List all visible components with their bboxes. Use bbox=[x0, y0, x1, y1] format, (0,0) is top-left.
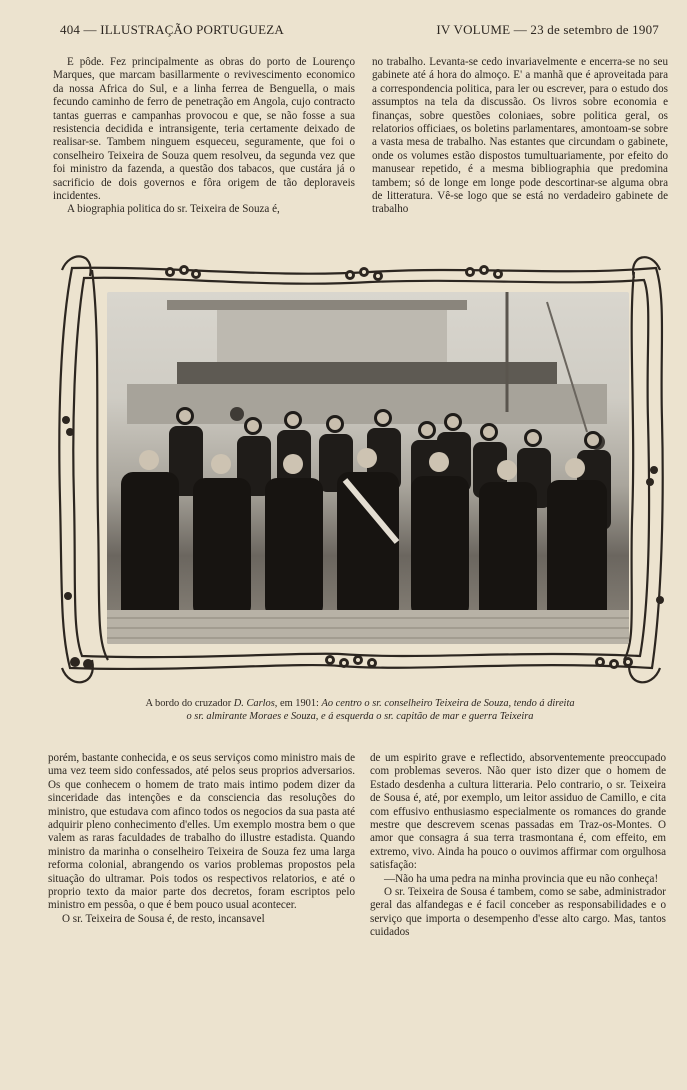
group-photograph bbox=[107, 292, 629, 644]
paragraph: no trabalho. Levanta-se cedo invariavelmente e encerra-se no seu gabinete até á hora do almoço. E' a manhã que é aproveitada para a correspondencia politica, para ler ou escrever, para o estudo dos assumptos na tela da discussão. Os livros sobre economia e finanças, sobre questões coloniaes, sobre politica geral, os relatorios officiaes, os boletins parlamentares, amontoam-se sobre a vasta mesa de trabalho. Nas estantes que circundam o gabinete, onde os volumes estão dispostos tumultuariamente, por efeito do manusear repetido, é a mesma bibliographia que predomina tambem; só de longe em longe pode descortinar-se alguma obra de litteratura. Vê-se logo que se está no verdadeiro gabinete de trabalho bbox=[372, 56, 668, 216]
header-volume-date: IV VOLUME — 23 de setembro de 1907 bbox=[436, 22, 659, 37]
caption-description-2: o sr. almirante Moraes e Souza, e á esquerda o sr. capitão de mar e guerra Teixeira bbox=[186, 711, 534, 722]
paragraph: E pôde. Fez principalmente as obras do porto de Lourenço Marques, que marcam basillarmente o revivescimento economico da nossa Africa do Sul, e a linha ferrea de Benguella, o mais fecundo caminho de ferro de penetração em Angola, cujo contracto tantas guerras e campanhas provocou e que, se não fosse a sua resistencia decidida e intransigente, teria certamente deixado de realisar-se. Tambem ninguem esqueceu, seguramente, que foi o conselheiro Teixeira de Souza quem resolveu, da segunda vez que foi ministro da fazenda, a questão dos tabacos, que custára já o sacrificio de dois governos e fôra origem de tão deploraveis incidentes. bbox=[53, 56, 355, 203]
caption-line-1 bbox=[60, 697, 660, 710]
photo-scene bbox=[107, 292, 629, 644]
column-bottom-left bbox=[48, 752, 355, 926]
quote-paragraph: —Não ha uma pedra na minha provincia que eu não conheça! bbox=[384, 872, 659, 885]
paragraph: A biographia politica do sr. Teixeira de Souza é, bbox=[67, 203, 280, 216]
caption-year: , em 1901: bbox=[274, 698, 322, 709]
paragraph: O sr. Teixeira de Sousa é, de resto, incansavel bbox=[62, 912, 265, 925]
caption-description-1: Ao centro o sr. conselheiro Teixeira de Souza, tendo á direita bbox=[321, 698, 575, 709]
caption-prefix: A bordo do cruzador bbox=[145, 698, 234, 709]
photo-caption bbox=[60, 697, 660, 723]
caption-ship-name: D. Carlos bbox=[233, 698, 275, 709]
header-page-title: 404 — ILLUSTRAÇÃO PORTUGUEZA bbox=[60, 22, 285, 37]
column-bottom-right bbox=[370, 752, 666, 940]
paragraph: de um espirito grave e reflectido, absorventemente preoccupado com problemas severos. Não quer isto dizer que o homem de Estado desdenha a cultura litteraria. Pelo contrario, o sr. Teixeira de Sousa é, até, por exemplo, um leitor assiduo de Camillo, e cita com effusivo enthusiasmo especialmente os romances do grande mestre que descrevem scenas passadas em Traz-os-Montes. O amor que consagra á sua terra trasmontana é, com effeito, em extremo, vivo. Ainda ha pouco o ouvimos affirmar com orgulhosa satisfação: bbox=[370, 752, 666, 872]
paragraph: porém, bastante conhecida, e os seus serviços como ministro mais de uma vez teem sido confessados, até pelos seus proprios adversarios. Os que conhecem o homem de trato mais intimo podem dizer da sinceridade das intenções e da consciencia das resoluções do ministro, que estudava com afinco todos os negocios da sua pasta até adquirir pleno conhecimento d'elles. Um exemplo mostra bem o que valem as raras faculdades de trabalho do illustre estadista. Quando ministro da marinha o conselheiro Teixeira de Souza fez uma larga reforma colonial, abrangendo os varios problemas propostos pela situação do ultramar. Pois todos os respectivos relatorios, e até o proprio texto da maior parte dos decretos, foram escriptos pelo ministro em pessôa, o que é bem pouco usual acontecer. bbox=[48, 752, 355, 912]
paragraph: O sr. Teixeira de Sousa é tambem, como se sabe, administrador geral das alfandegas e é facil conceber as responsabilidades e o serviço que importa o desempenho d'esse alto cargo. Mas, tantos cuidados bbox=[370, 886, 666, 939]
